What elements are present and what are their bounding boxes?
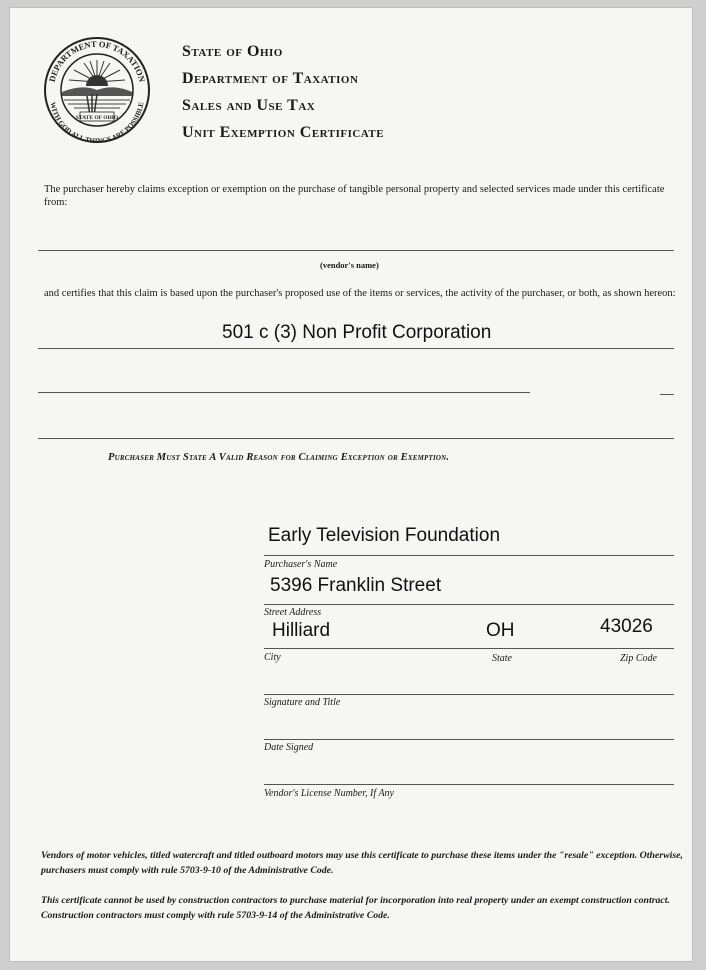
city-field[interactable]: Hilliard	[272, 620, 331, 641]
signature-line[interactable]	[264, 694, 674, 695]
svg-text:WITH GOD ALL THINGS ARE POSSIB: WITH GOD ALL THINGS ARE POSSIBLE	[48, 101, 146, 146]
footer-vendors-note: Vendors of motor vehicles, titled watercraft and titled outboard motors may use this certificate to purchase these items under the "resale" exception. Otherwise, purchasers must comply with rule 5703-9-10 of the Administrative Code.	[41, 850, 683, 876]
date-signed-line[interactable]	[264, 739, 674, 740]
purchaser-name-field[interactable]: Early Television Foundation	[268, 525, 501, 546]
signature-label: Signature and Title	[264, 697, 341, 708]
title-tax-type: Sales and Use Tax	[182, 97, 316, 114]
state-label: State	[492, 653, 512, 664]
state-field[interactable]: OH	[486, 620, 515, 641]
title-department: Department of Taxation	[182, 70, 359, 87]
vendor-license-label: Vendor's License Number, If Any	[264, 788, 394, 799]
street-address-line	[264, 604, 674, 605]
vendor-name-caption: (vendor's name)	[320, 260, 379, 270]
certificate-page	[9, 7, 693, 962]
title-state: State of Ohio	[182, 43, 283, 60]
vendor-license-line[interactable]	[264, 784, 674, 785]
footer-contractors-note: This certificate cannot be used by construction contractors to purchase material for incorporation into real property under an exempt construction contract. Construction contractors must comply with rule 5703-9-14 of the Administrative Code.	[41, 895, 670, 921]
title-certificate: Unit Exemption Certificate	[182, 124, 385, 141]
purchaser-name-line	[264, 555, 674, 556]
form-title-block	[182, 38, 384, 146]
zip-code-label: Zip Code	[620, 653, 657, 664]
vendor-name-line	[38, 250, 674, 251]
reason-line-3	[38, 438, 674, 439]
valid-reason-notice: Purchaser Must State A Valid Reason for Claiming Exception or Exemption.	[108, 452, 450, 463]
zip-code-field[interactable]: 43026	[600, 616, 653, 637]
svg-text:DEPARTMENT OF TAXATION: DEPARTMENT OF TAXATION	[46, 38, 148, 83]
city-label: City	[264, 652, 281, 663]
date-signed-label: Date Signed	[264, 742, 314, 753]
certification-text: and certifies that this claim is based upon the purchaser's proposed use of the items or services, the activity of the purchaser, or both, as shown hereon:	[44, 288, 676, 299]
intro-text: The purchaser hereby claims exception or exemption on the purchase of tangible personal property and selected services made under this certificate from:	[44, 184, 665, 208]
reason-line-2	[38, 392, 530, 393]
ohio-seal-logo	[32, 30, 162, 148]
purchaser-name-label: Purchaser's Name	[264, 559, 338, 570]
reason-line-2-end	[660, 394, 674, 395]
reason-line-1	[38, 348, 674, 349]
svg-text:STATE OF OHIO: STATE OF OHIO	[75, 115, 119, 121]
reason-line-1-field[interactable]: 501 c (3) Non Profit Corporation	[222, 322, 492, 343]
street-address-field[interactable]: 5396 Franklin Street	[270, 575, 442, 596]
city-state-zip-line	[264, 648, 674, 649]
street-address-label: Street Address	[264, 607, 322, 618]
